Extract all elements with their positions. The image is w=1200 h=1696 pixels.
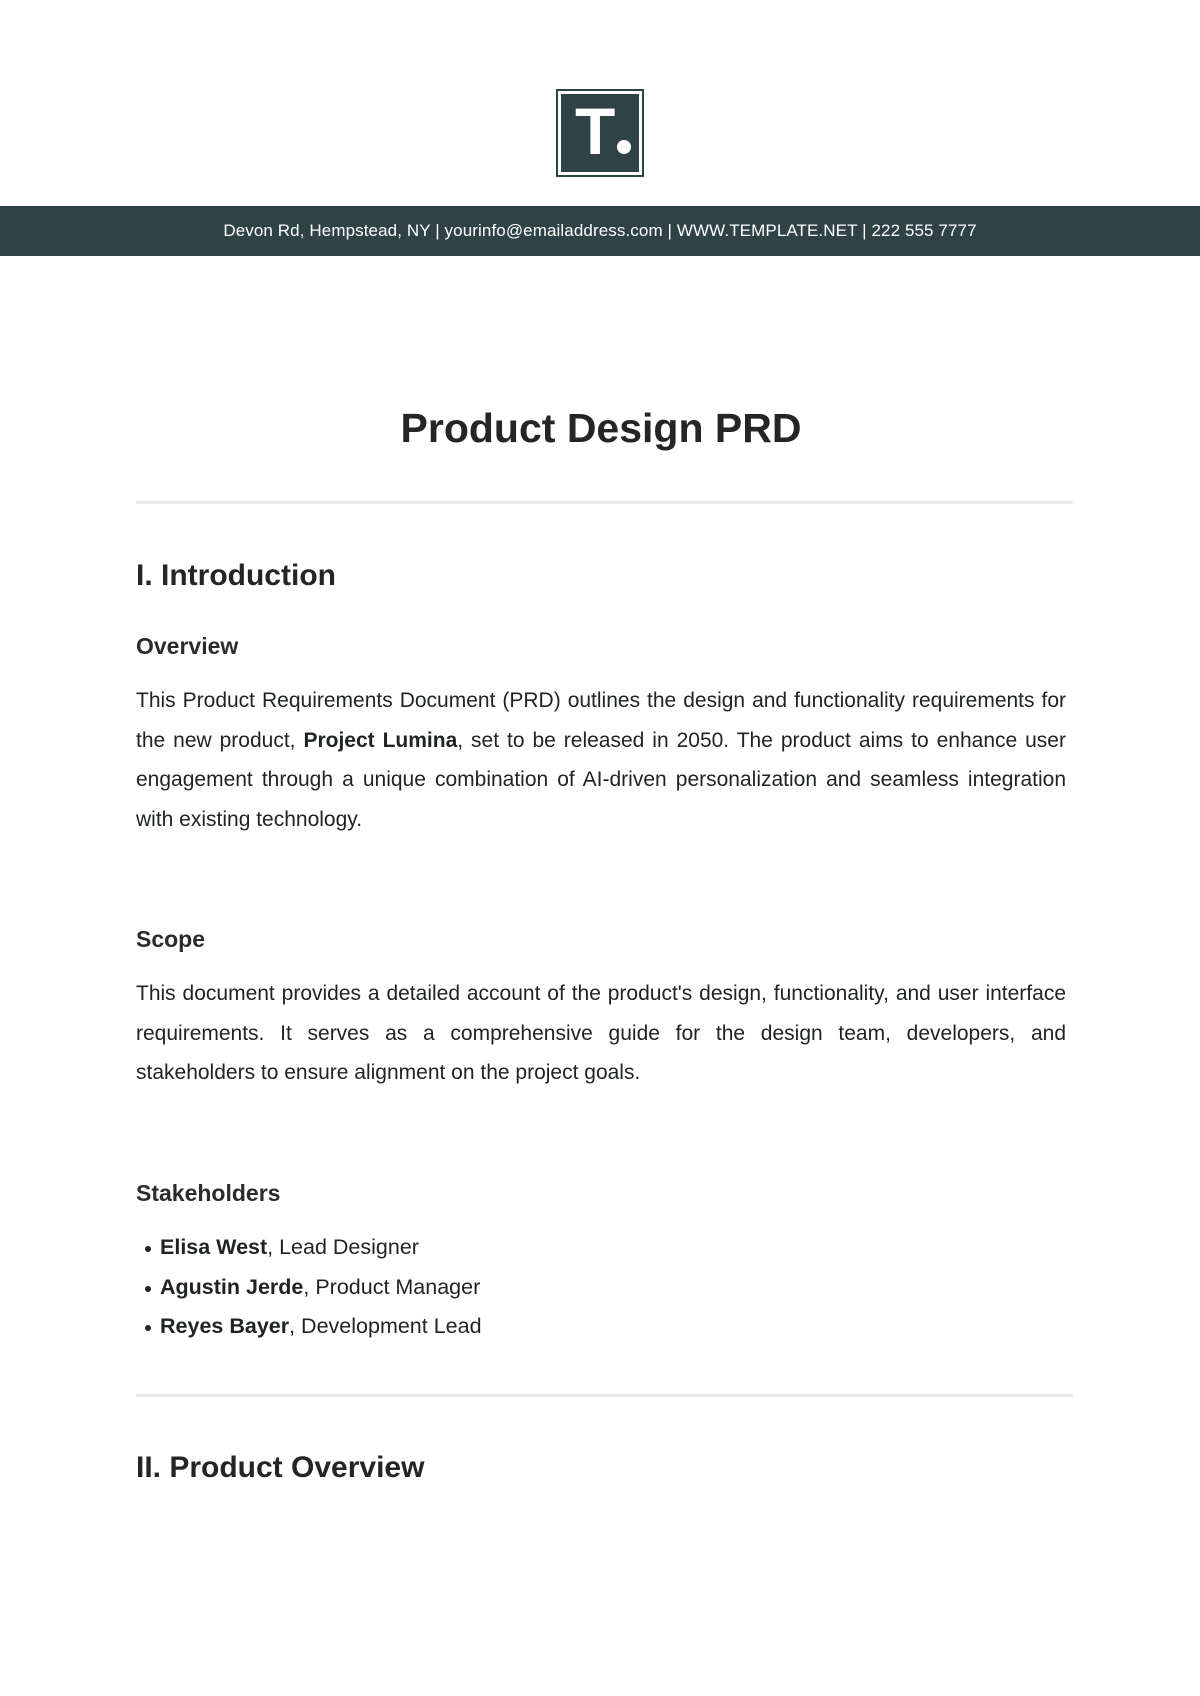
stakeholder-name: Elisa West <box>160 1235 268 1259</box>
stakeholder-role: , Product Manager <box>303 1274 481 1299</box>
subheading-scope: Scope <box>136 926 206 952</box>
stakeholder-name: Reyes Bayer <box>160 1314 290 1338</box>
project-name: Project Lumina <box>303 728 458 752</box>
stakeholder-list <box>136 1228 482 1347</box>
divider <box>136 1394 1073 1397</box>
logo-dot <box>617 140 631 154</box>
logo <box>556 89 644 177</box>
contact-info: Devon Rd, Hempstead, NY | yourinfo@emailaddress.com | WWW.TEMPLATE.NET | 222 555 7777 <box>223 221 977 240</box>
divider <box>136 501 1073 504</box>
document-title: Product Design PRD <box>400 405 802 451</box>
contact-bar <box>0 206 1200 256</box>
scope-paragraph: This document provides a detailed account of the product's design, functionality, and user interface requirements. It serves as a comprehensive guide for the design team, developers, and stakeholders to ensure alignment on the project goals. <box>136 982 1066 1084</box>
subheading-overview: Overview <box>136 633 239 659</box>
overview-text-end: , set to be released in 2050. The product aims to enhance user engagement through a unique combination of AI-driven personalization and seamless integration with existing technology. <box>136 728 1066 831</box>
overview-paragraph <box>136 681 1066 839</box>
overview-text-start: This Product Requirements Document (PRD) outlines the design and functionality requirements for the new product, <box>136 689 1066 752</box>
stakeholder-name: Agustin Jerde <box>160 1274 304 1299</box>
logo-letter: T <box>575 94 616 168</box>
list-item <box>136 1307 482 1347</box>
stakeholder-role: , Development Lead <box>289 1314 482 1338</box>
section-heading-introduction: I. Introduction <box>136 559 336 592</box>
template-logo-icon <box>561 94 639 172</box>
section-heading-product-overview: II. Product Overview <box>136 1451 425 1484</box>
stakeholder-role: , Lead Designer <box>267 1235 419 1259</box>
list-item <box>136 1228 482 1268</box>
subheading-stakeholders: Stakeholders <box>136 1180 281 1206</box>
list-item <box>136 1268 482 1308</box>
